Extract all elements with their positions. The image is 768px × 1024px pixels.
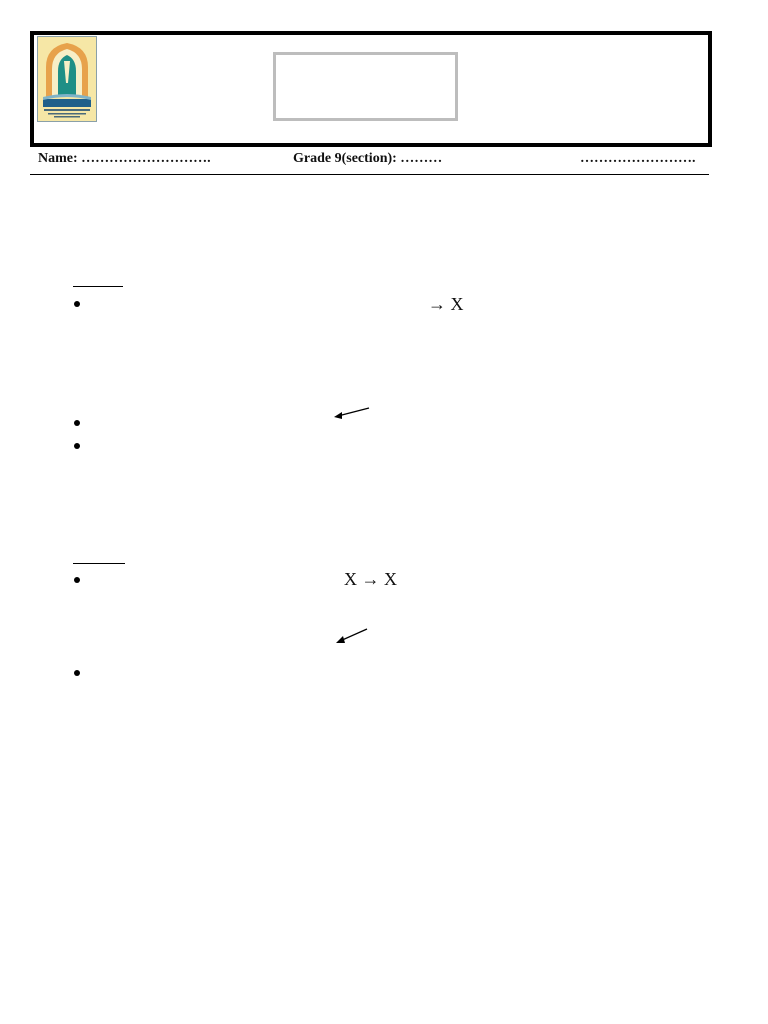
section-1-bullet-1 bbox=[74, 301, 80, 307]
grade-section-field: Grade 9(section): ……… bbox=[293, 151, 443, 166]
pointer-arrow-icon bbox=[332, 406, 372, 420]
section-1-heading-underline bbox=[73, 286, 123, 287]
section-2-heading-underline bbox=[73, 563, 125, 564]
section-1-equation: → X bbox=[428, 294, 464, 314]
section-2-bullet-1 bbox=[74, 577, 80, 583]
date-field: ……………………. bbox=[580, 151, 696, 166]
header-rule bbox=[30, 174, 709, 175]
section-2-equation: X → X bbox=[344, 569, 397, 589]
section-2-bullet-2 bbox=[74, 670, 80, 676]
pointer-arrow-icon bbox=[334, 627, 370, 645]
school-emblem-icon bbox=[37, 36, 97, 122]
section-1-bullet-2 bbox=[74, 420, 80, 426]
title-box bbox=[273, 52, 458, 121]
student-name-field: Name: ………………………. bbox=[38, 151, 211, 166]
section-1-bullet-3 bbox=[74, 443, 80, 449]
